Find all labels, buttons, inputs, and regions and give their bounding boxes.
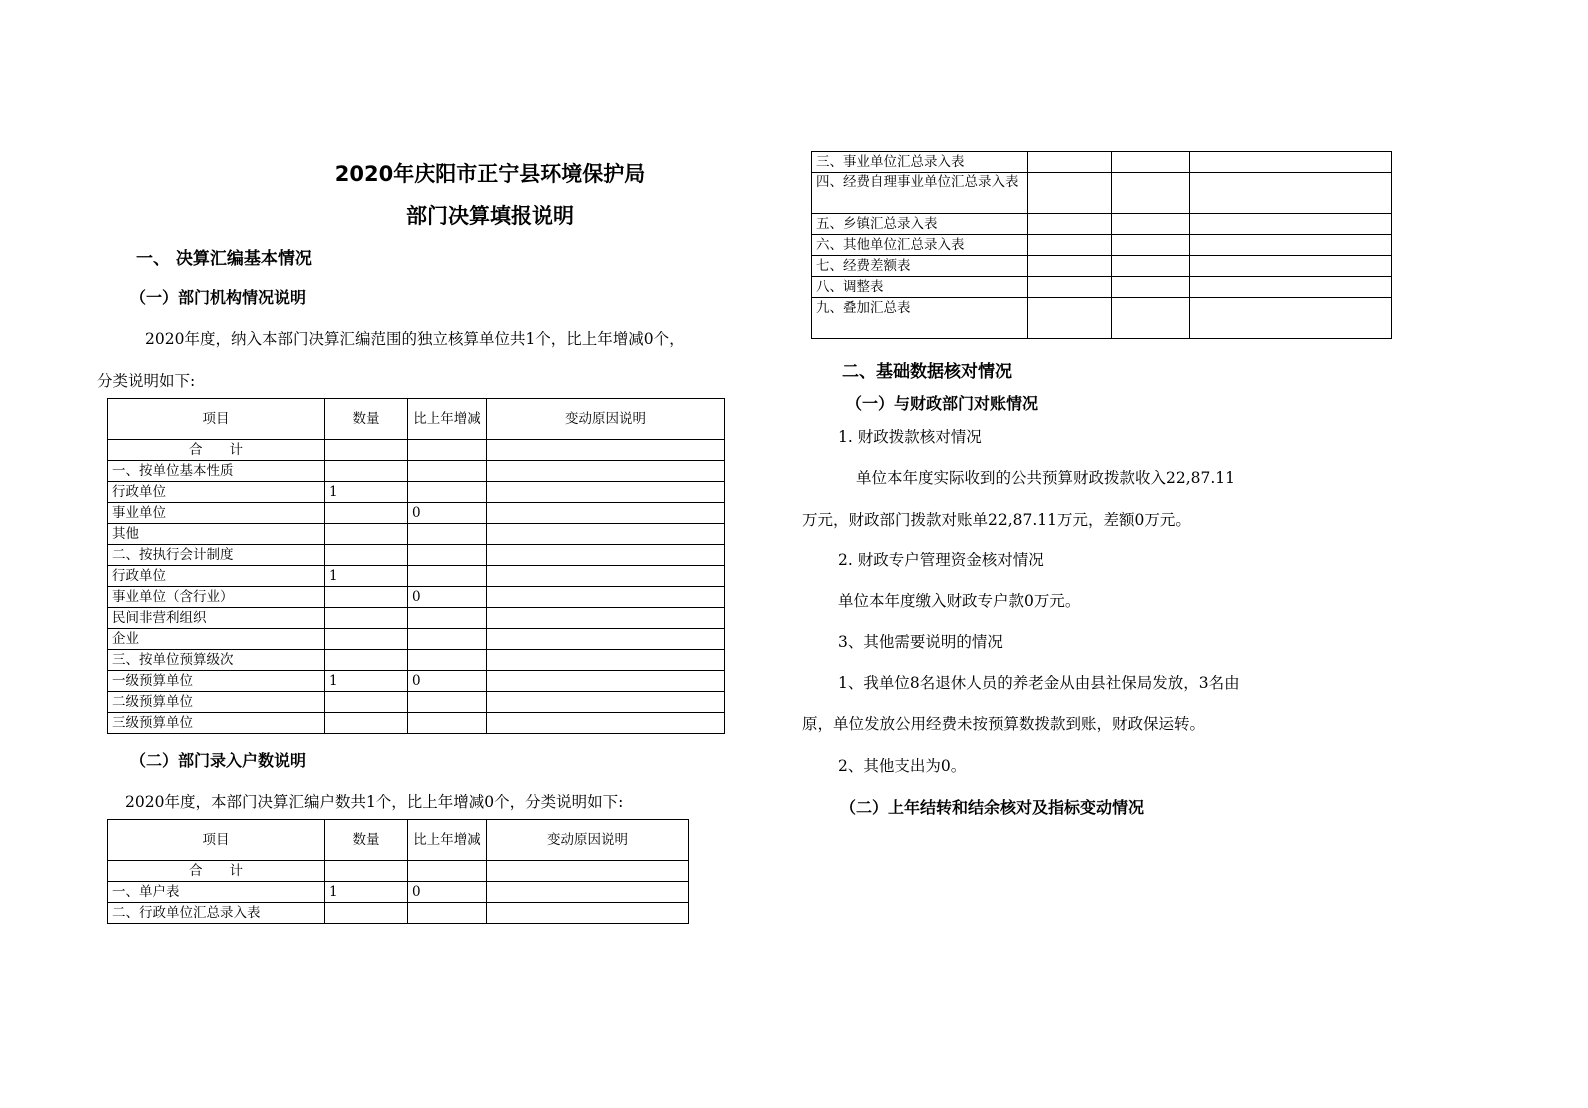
row-label: 事业单位（含行业） [108, 587, 325, 608]
row-reason [487, 650, 725, 671]
row-reason [487, 545, 725, 566]
row-qty [325, 713, 408, 734]
row-change: 0 [408, 671, 487, 692]
item1-line1: 单位本年度实际收到的公共预算财政拨款收入22,87.11 [856, 469, 1236, 487]
table-row [812, 256, 1392, 277]
table-row [108, 482, 725, 503]
row-change [408, 713, 487, 734]
table-row [108, 524, 725, 545]
table-row [108, 713, 725, 734]
row-label: 四、经费自理事业单位汇总录入表 [812, 173, 1028, 214]
row-label: 民间非营利组织 [108, 608, 325, 629]
row-change [408, 461, 487, 482]
item3-line2: 原，单位发放公用经费未按预算数拨款到账，财政保运转。 [802, 715, 1206, 733]
table-row [812, 173, 1392, 214]
row-qty [325, 503, 408, 524]
row-change: 0 [408, 882, 487, 903]
row-qty [325, 608, 408, 629]
entry-count-table [107, 819, 689, 924]
table-row [812, 277, 1392, 298]
table-row [108, 545, 725, 566]
header-change: 比上年增减 [408, 399, 487, 440]
row-change: 0 [408, 503, 487, 524]
item3-line3: 2、其他支出为0。 [838, 757, 967, 775]
row-qty: 1 [325, 882, 408, 903]
row-change [408, 903, 487, 924]
row-qty [325, 461, 408, 482]
item1-line2: 万元，财政部门拨款对账单22,87.11万元，差额0万元。 [802, 511, 1191, 529]
row-reason [487, 566, 725, 587]
table-row [108, 882, 689, 903]
item1-title: 1. 财政拨款核对情况 [838, 428, 982, 446]
row-label: 三、事业单位汇总录入表 [812, 152, 1028, 173]
row-reason [487, 671, 725, 692]
row-label: 三级预算单位 [108, 713, 325, 734]
row-reason [487, 692, 725, 713]
row-change: 0 [408, 587, 487, 608]
table-row [812, 214, 1392, 235]
row-qty [325, 545, 408, 566]
row-label: 八、调整表 [812, 277, 1028, 298]
table-row [812, 152, 1392, 173]
section1-sub1-para-line2: 分类说明如下: [97, 372, 196, 390]
item3-title: 3、其他需要说明的情况 [838, 633, 1003, 651]
row-label: 一、按单位基本性质 [108, 461, 325, 482]
row-change [408, 650, 487, 671]
row-label: 三、按单位预算级次 [108, 650, 325, 671]
row-reason [487, 503, 725, 524]
table-row [108, 903, 689, 924]
table-row [108, 671, 725, 692]
section1-sub2-para: 2020年度，本部门决算汇编户数共1个，比上年增减0个，分类说明如下: [125, 793, 624, 811]
row-change [408, 482, 487, 503]
item2-text: 单位本年度缴入财政专户款0万元。 [838, 592, 1081, 610]
section1-sub1-heading: （一）部门机构情况说明 [130, 288, 307, 307]
header-item: 项目 [108, 820, 325, 861]
header-item: 项目 [108, 399, 325, 440]
row-label: 九、叠加汇总表 [812, 298, 1028, 339]
row-label: 七、经费差额表 [812, 256, 1028, 277]
row-reason [487, 903, 689, 924]
table-row [812, 298, 1392, 339]
table-row [108, 566, 725, 587]
row-label: 事业单位 [108, 503, 325, 524]
row-reason [487, 629, 725, 650]
row-label: 二、按执行会计制度 [108, 545, 325, 566]
row-reason [487, 461, 725, 482]
header-change: 比上年增减 [408, 820, 487, 861]
header-qty: 数量 [325, 820, 408, 861]
section1-sub1-para-line1: 2020年度，纳入本部门决算汇编范围的独立核算单位共1个，比上年增减0个， [145, 330, 685, 348]
row-change [408, 524, 487, 545]
row-label: 一、单户表 [108, 882, 325, 903]
total-row [108, 440, 725, 461]
section2-sub1-heading: （一）与财政部门对账情况 [846, 394, 1039, 413]
row-qty [325, 587, 408, 608]
row-qty: 1 [325, 482, 408, 503]
row-label: 六、其他单位汇总录入表 [812, 235, 1028, 256]
row-label: 其他 [108, 524, 325, 545]
row-qty [325, 650, 408, 671]
entry-count-table-continued [811, 151, 1392, 339]
table-row [108, 461, 725, 482]
section2-sub2-heading: （二）上年结转和结余核对及指标变动情况 [840, 798, 1145, 817]
row-change [408, 545, 487, 566]
row-reason [487, 608, 725, 629]
document-title-line2: 部门决算填报说明 [406, 204, 574, 228]
header-qty: 数量 [325, 399, 408, 440]
row-reason [487, 482, 725, 503]
row-reason [487, 524, 725, 545]
document-title-line1: 2020年庆阳市正宁县环境保护局 [334, 162, 646, 186]
table-row [108, 608, 725, 629]
section2-heading: 二、基础数据核对情况 [842, 362, 1012, 382]
total-row [108, 861, 689, 882]
row-change [408, 629, 487, 650]
table-row [108, 587, 725, 608]
row-label: 二、行政单位汇总录入表 [108, 903, 325, 924]
header-reason: 变动原因说明 [487, 820, 689, 861]
total-label: 合 计 [108, 440, 325, 461]
table-header-row [108, 399, 725, 440]
row-change [408, 608, 487, 629]
row-reason [487, 587, 725, 608]
row-reason [487, 882, 689, 903]
row-qty [325, 524, 408, 545]
row-label: 二级预算单位 [108, 692, 325, 713]
row-label: 企业 [108, 629, 325, 650]
row-reason [487, 713, 725, 734]
row-qty: 1 [325, 671, 408, 692]
table-row [108, 650, 725, 671]
table-row [108, 692, 725, 713]
item2-title: 2. 财政专户管理资金核对情况 [838, 551, 1044, 569]
row-qty [325, 692, 408, 713]
row-qty [325, 629, 408, 650]
row-label: 行政单位 [108, 566, 325, 587]
section1-heading: 一、 决算汇编基本情况 [136, 249, 312, 269]
row-change [408, 692, 487, 713]
row-change [408, 566, 487, 587]
row-qty: 1 [325, 566, 408, 587]
table-row [812, 235, 1392, 256]
item3-line1: 1、我单位8名退休人员的养老金从由县社保局发放，3名由 [838, 674, 1240, 692]
table-row [108, 629, 725, 650]
table-header-row [108, 820, 689, 861]
table-row [108, 503, 725, 524]
org-classification-table [107, 398, 725, 734]
total-label: 合 计 [108, 861, 325, 882]
header-reason: 变动原因说明 [487, 399, 725, 440]
row-label: 五、乡镇汇总录入表 [812, 214, 1028, 235]
row-label: 一级预算单位 [108, 671, 325, 692]
section1-sub2-heading: （二）部门录入户数说明 [130, 751, 307, 770]
row-label: 行政单位 [108, 482, 325, 503]
row-qty [325, 903, 408, 924]
